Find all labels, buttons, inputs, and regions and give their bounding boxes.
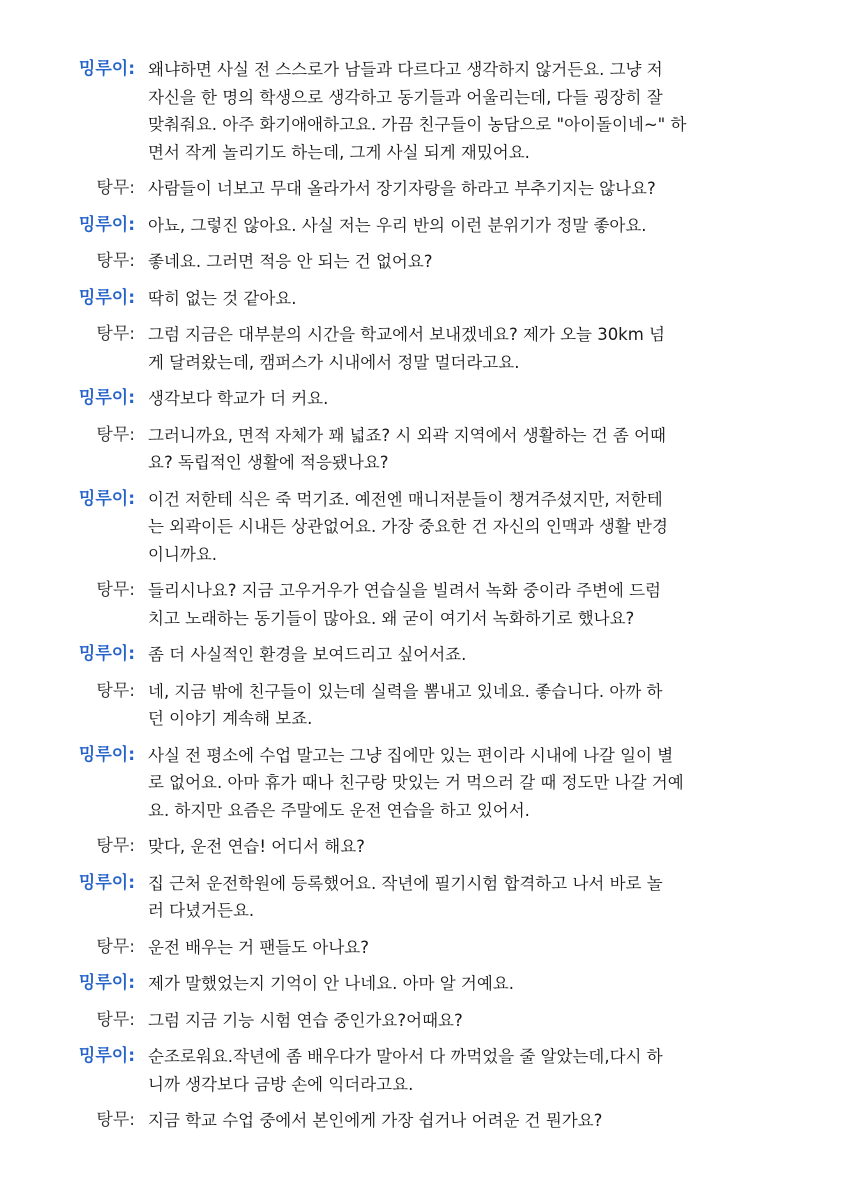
dialogue-turn: [0, 321, 845, 376]
dialogue-turn: [0, 1007, 845, 1035]
dialogue-turn: [0, 678, 845, 733]
dialogue-turn: [0, 970, 845, 998]
dialogue-line: 운전 배우는 거 팬들도 아나요?: [148, 937, 370, 957]
dialogue-line: 사람들이 너보고 무대 올라가서 장기자랑을 하라고 부추기지는 않나요?: [148, 179, 656, 198]
dialogue-text: [137, 934, 762, 962]
speaker-label: 밍루이:: [78, 744, 135, 765]
dialogue-text: [137, 1107, 762, 1135]
dialogue-line: 맞다, 운전 연습! 어디서 해요?: [148, 837, 365, 856]
speaker-label: 밍루이:: [78, 872, 135, 893]
dialogue-turn: [0, 385, 845, 413]
dialogue-text: [137, 56, 762, 166]
dialogue-line: 이건 저한테 식은 죽 먹기죠. 예전엔 매니저분들이 챙겨주셨지만, 저한테: [148, 489, 663, 509]
dialogue-text: [137, 1043, 762, 1098]
speaker-label: 탕무:: [96, 580, 135, 600]
dialogue-line: 네, 지금 밖에 친구들이 있는데 실력을 뽐내고 있네요. 좋습니다. 아까 하: [148, 681, 663, 701]
dialogue-turn: [0, 1043, 845, 1098]
dialogue-turn: [0, 1107, 845, 1135]
dialogue-text: [137, 870, 762, 925]
dialogue-line: 는 외곽이든 시내든 상관없어요. 가장 중요한 건 자신의 인맥과 생활 반경: [148, 517, 668, 536]
dialogue-line: 그럼 지금은 대부분의 시간을 학교에서 보내겠네요? 제가 오늘 30km 넘: [148, 325, 665, 344]
speaker-label: 밍루이:: [78, 59, 135, 79]
transcript-page: [0, 56, 845, 1144]
dialogue-text: [137, 641, 762, 669]
dialogue-line: 왜냐하면 사실 전 스스로가 남들과 다르다고 생각하지 않거든요. 그냥 저: [148, 60, 663, 79]
dialogue-turn: [0, 175, 845, 203]
speaker-label: 탕무:: [96, 424, 135, 445]
speaker-label: 밍루이:: [78, 644, 135, 664]
dialogue-turn: [0, 577, 845, 632]
dialogue-line: 면서 작게 놀리기도 하는데, 그게 사실 되게 재밌어요.: [148, 142, 530, 162]
dialogue-line: 요. 하지만 요즘은 주말에도 운전 연습을 하고 있어서.: [148, 800, 530, 820]
dialogue-turn: [0, 934, 845, 962]
dialogue-turn: [0, 248, 845, 276]
speaker-label: 밍루이:: [78, 973, 135, 993]
dialogue-line: 사실 전 평소에 수업 말고는 그냥 집에만 있는 편이라 시내에 나갈 일이 별: [148, 745, 674, 765]
dialogue-turn: [0, 870, 845, 925]
dialogue-line: 지금 학교 수업 중에서 본인에게 가장 쉽거나 어려운 건 뭔가요?: [148, 1111, 603, 1130]
dialogue-line: 니까 생각보다 금방 손에 익더라고요.: [148, 1074, 414, 1094]
dialogue-line: 자신을 한 명의 학생으로 생각하고 동기들과 어울리는데, 다들 굉장히 잘: [148, 87, 663, 107]
dialogue-text: [137, 486, 762, 569]
dialogue-text: [137, 285, 762, 313]
dialogue-line: 이니까요.: [148, 544, 218, 564]
dialogue-line: 좀 더 사실적인 환경을 보여드리고 싶어서죠.: [148, 645, 467, 664]
dialogue-text: [137, 422, 762, 477]
dialogue-turn: [0, 56, 845, 166]
dialogue-turn: [0, 486, 845, 569]
dialogue-line: 좋네요. 그러면 적응 안 되는 건 없어요?: [148, 252, 433, 271]
dialogue-line: 던 이야기 계속해 보죠.: [148, 709, 313, 728]
speaker-label: 탕무:: [96, 836, 135, 856]
dialogue-text: [137, 175, 762, 203]
dialogue-text: [137, 970, 762, 998]
dialogue-line: 순조로워요.작년에 좀 배우다가 말아서 다 까먹었을 줄 알았는데,다시 하: [148, 1047, 663, 1066]
dialogue-text: [137, 833, 762, 861]
speaker-label: 탕무:: [96, 251, 135, 271]
speaker-label: 탕무:: [96, 680, 135, 701]
dialogue-line: 들리시나요? 지금 고우거우가 연습실을 빌려서 녹화 중이라 주변에 드럼: [148, 581, 661, 600]
dialogue-line: 치고 노래하는 동기들이 많아요. 왜 굳이 여기서 녹화하기로 했나요?: [148, 608, 635, 628]
dialogue-turn: [0, 212, 845, 240]
dialogue-text: [137, 385, 762, 413]
speaker-label: 탕무:: [96, 1110, 135, 1130]
dialogue-turn: [0, 742, 845, 825]
dialogue-turn: [0, 285, 845, 313]
dialogue-line: 맞춰줘요. 아주 화기애애하고요. 가끔 친구들이 농담으로 "아이돌이네~" 하: [148, 115, 687, 134]
dialogue-text: [137, 248, 762, 276]
speaker-label: 밍루이:: [78, 388, 135, 408]
dialogue-line: 게 달려왔는데, 캠퍼스가 시내에서 정말 멀더라고요.: [148, 352, 520, 372]
speaker-label: 밍루이:: [78, 488, 135, 509]
dialogue-line: 요? 독립적인 생활에 적응됐나요?: [148, 453, 389, 472]
dialogue-text: [137, 577, 762, 632]
dialogue-line: 제가 말했었는지 기억이 안 나네요. 아마 알 거예요.: [148, 974, 514, 993]
dialogue-text: [137, 1007, 762, 1035]
speaker-label: 탕무:: [96, 1009, 135, 1030]
dialogue-turn: [0, 422, 845, 477]
speaker-label: 탕무:: [96, 936, 135, 957]
dialogue-line: 그럼 지금 기능 시험 연습 중인가요?어때요?: [148, 1010, 463, 1030]
speaker-label: 밍루이:: [78, 1046, 135, 1066]
dialogue-line: 그러니까요, 면적 자체가 꽤 넓죠? 시 외곽 지역에서 생활하는 건 좀 어때: [148, 425, 666, 445]
dialogue-turn: [0, 641, 845, 669]
dialogue-line: 딱히 없는 것 같아요.: [148, 288, 297, 308]
dialogue-text: [137, 212, 762, 240]
dialogue-line: 생각보다 학교가 더 커요.: [148, 389, 329, 408]
dialogue-turn: [0, 833, 845, 861]
dialogue-line: 아뇨, 그렇진 않아요. 사실 저는 우리 반의 이런 분위기가 정말 좋아요.: [148, 215, 647, 235]
speaker-label: 밍루이:: [78, 287, 135, 308]
dialogue-text: [137, 321, 762, 376]
dialogue-text: [137, 678, 762, 733]
speaker-label: 탕무:: [96, 324, 135, 344]
dialogue-line: 러 다녔거든요.: [148, 901, 255, 920]
dialogue-text: [137, 742, 762, 825]
speaker-label: 탕무:: [96, 178, 135, 198]
dialogue-line: 집 근처 운전학원에 등록했어요. 작년에 필기시험 합격하고 나서 바로 놀: [148, 873, 663, 893]
speaker-label: 밍루이:: [78, 214, 135, 235]
dialogue-line: 로 없어요. 아마 휴가 때나 친구랑 맛있는 거 먹으러 갈 때 정도만 나갈 거예: [148, 773, 684, 792]
